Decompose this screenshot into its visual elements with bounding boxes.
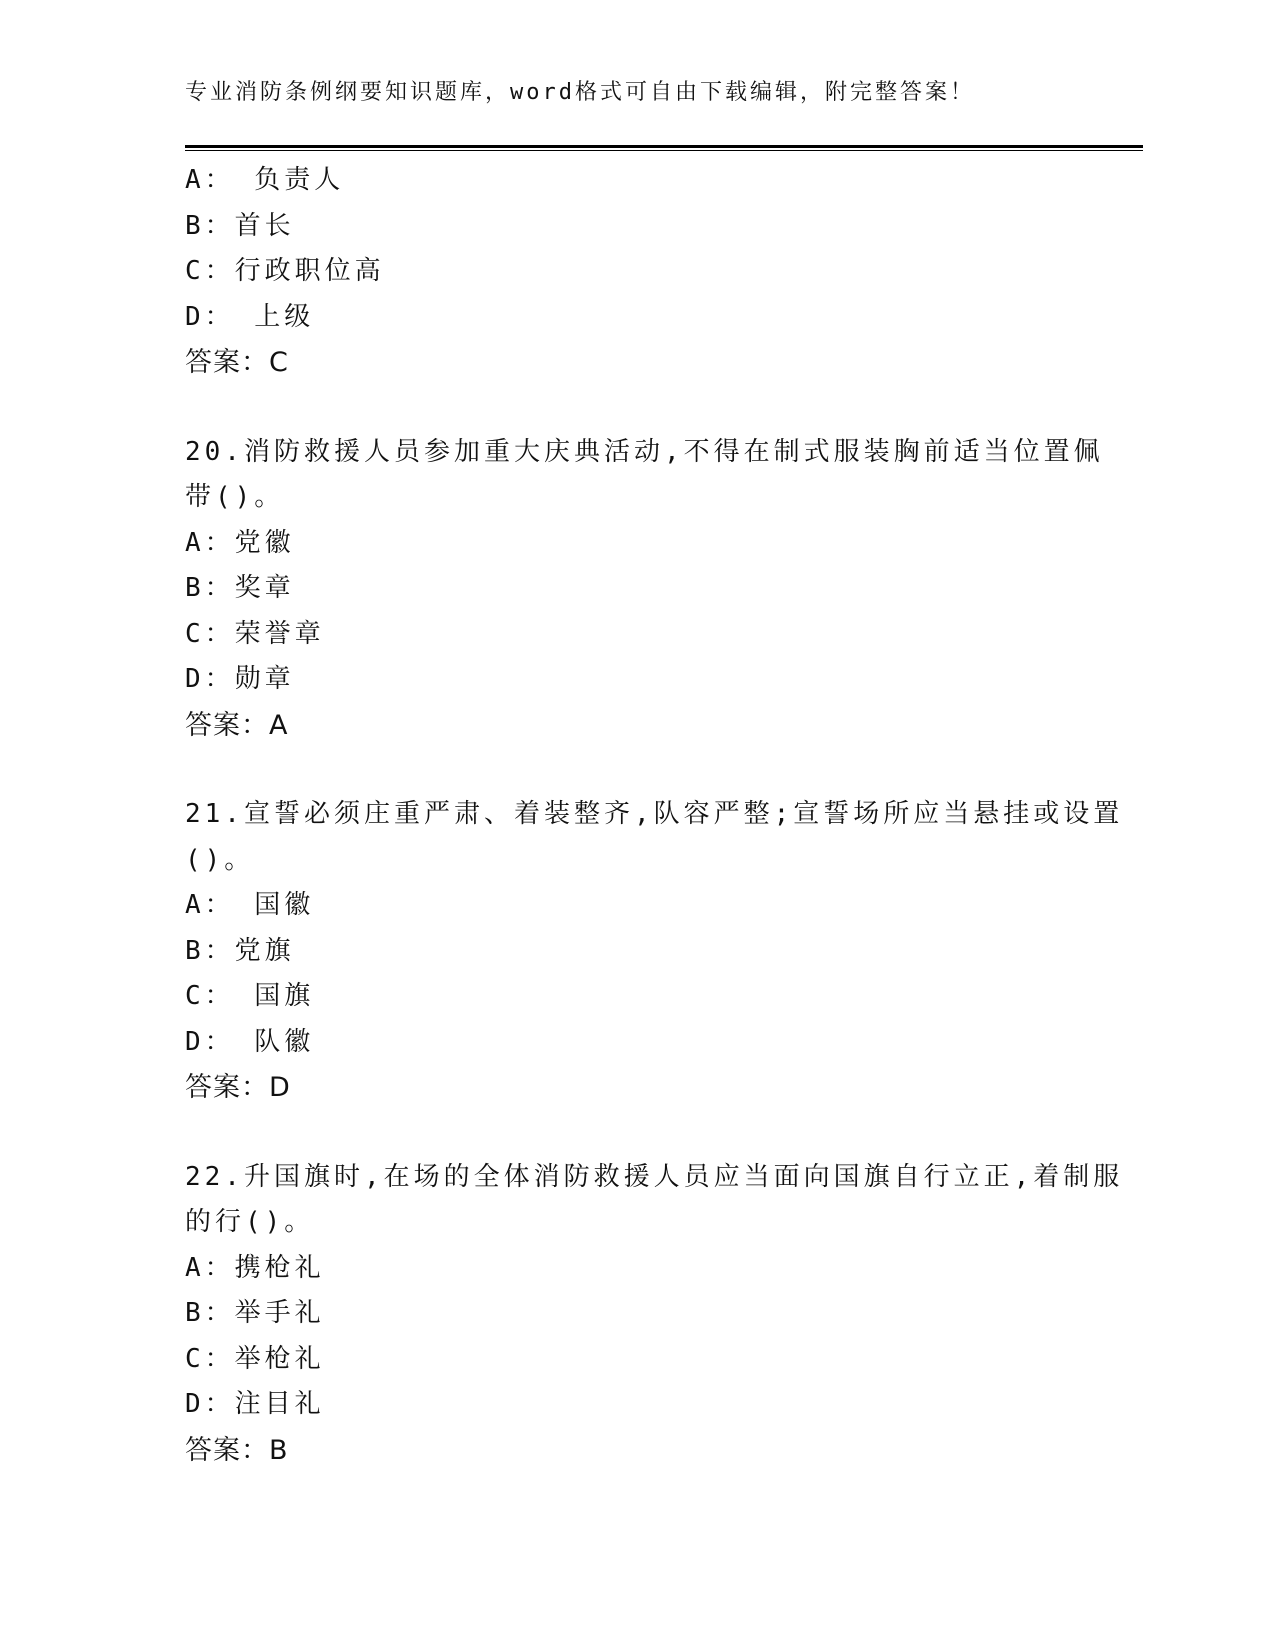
page-header: 专业消防条例纲要知识题库，word格式可自由下载编辑，附完整答案！ bbox=[185, 80, 975, 105]
option-d: D：勋章 bbox=[185, 664, 295, 694]
question-stem-line2: 带()。 bbox=[185, 482, 285, 512]
option-d: D： 上级 bbox=[185, 301, 315, 332]
question-stem-line1: 21.宣誓必须庄重严肃、着装整齐,队容严整;宣誓场所应当悬挂或设置 bbox=[185, 799, 1124, 829]
question-stem-line2: 的行()。 bbox=[185, 1207, 315, 1237]
option-c: C：举枪礼 bbox=[185, 1343, 325, 1374]
option-d: D： 队徽 bbox=[185, 1026, 315, 1057]
option-d: D：注目礼 bbox=[185, 1389, 325, 1419]
question-fragment bbox=[185, 158, 1085, 386]
option-b: B：奖章 bbox=[185, 573, 295, 603]
option-a: A： 负责人 bbox=[185, 165, 345, 195]
header-rule-thin bbox=[185, 150, 1143, 151]
answer-line: 答案：D bbox=[185, 1072, 291, 1103]
answer-line: 答案：C bbox=[185, 347, 289, 378]
question-stem-line1: 20.消防救援人员参加重大庆典活动,不得在制式服装胸前适当位置佩 bbox=[185, 436, 1104, 467]
option-b: B：首长 bbox=[185, 210, 295, 241]
answer-line: 答案：B bbox=[185, 1434, 289, 1466]
question-stem-line2: ()。 bbox=[185, 844, 255, 875]
question-22 bbox=[185, 1155, 1124, 1474]
option-a: A：携枪礼 bbox=[185, 1252, 325, 1283]
option-a: A：党徽 bbox=[185, 527, 295, 558]
question-20 bbox=[185, 430, 1104, 749]
answer-line: 答案：A bbox=[185, 709, 289, 741]
option-c: C：荣誉章 bbox=[185, 618, 325, 649]
header-rule-thick bbox=[185, 145, 1143, 148]
option-b: B：党旗 bbox=[185, 935, 295, 966]
question-21 bbox=[185, 792, 1124, 1111]
option-a: A： 国徽 bbox=[185, 890, 315, 920]
option-c: C： 国旗 bbox=[185, 981, 315, 1011]
document-body bbox=[185, 158, 1124, 1473]
option-b: B：举手礼 bbox=[185, 1298, 325, 1328]
question-stem-line1: 22.升国旗时,在场的全体消防救援人员应当面向国旗自行立正,着制服 bbox=[185, 1161, 1124, 1192]
option-c: C：行政职位高 bbox=[185, 256, 385, 286]
